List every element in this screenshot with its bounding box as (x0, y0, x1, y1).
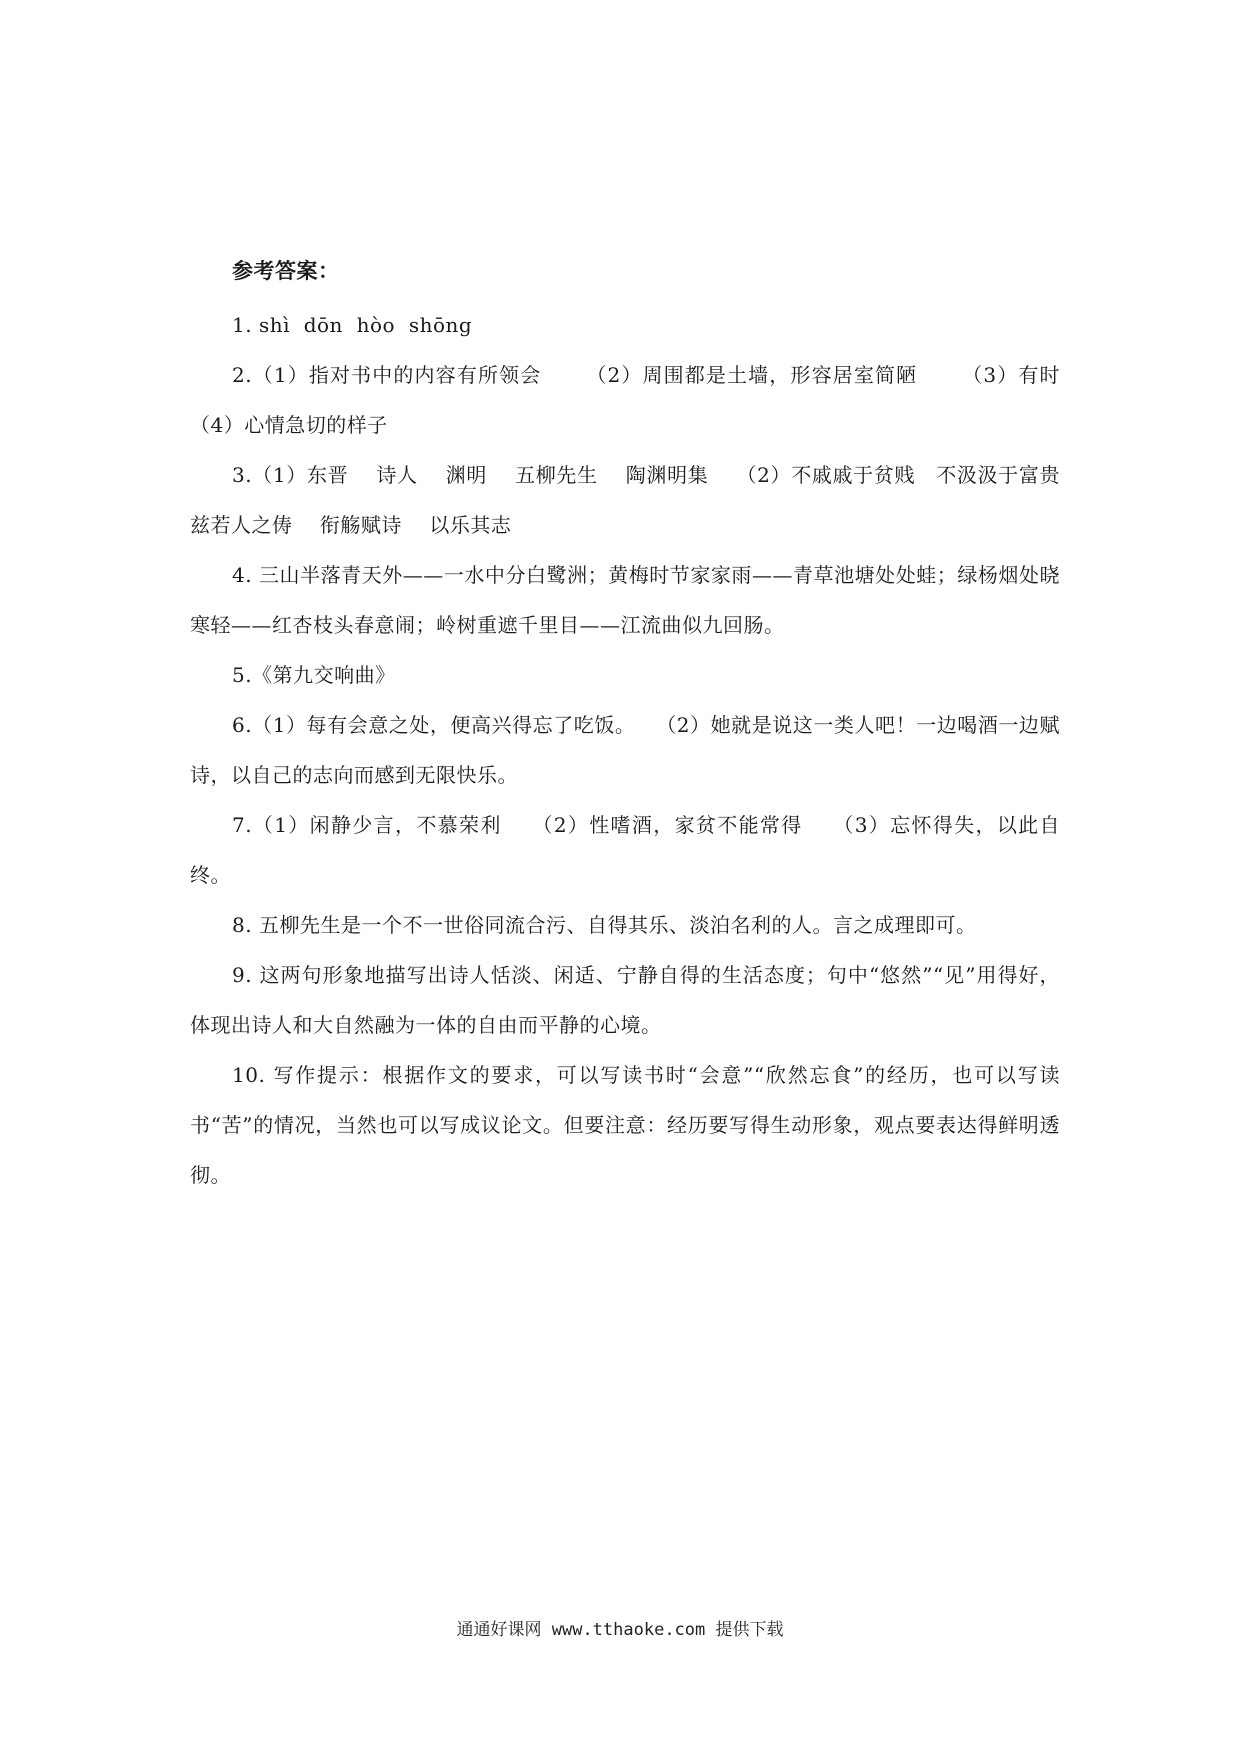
answer-item-5: 5.《第九交响曲》 (232, 663, 396, 687)
answer-item-10: 10. 写作提示：根据作文的要求，可以写读书时“会意”“欣然忘食”的经历，也可以写读书“苦”的情况，当然也可以写成议论文。但要注意：经历要写得生动形象，观点要表达得鲜明透彻。 (190, 1063, 1060, 1187)
answer-item-6: 6.（1）每有会意之处，便高兴得忘了吃饭。 （2）她就是说这一类人吧！一边喝酒一边赋诗，以自己的志向而感到无限快乐。 (190, 713, 1060, 787)
answer-section (190, 256, 1102, 1200)
answer-item-4: 4. 三山半落青天外——一水中分白鹭洲；黄梅时节家家雨——青草池塘处处蛙；绿杨烟处晓寒轻——红杏枝头春意闹；岭树重遮千里目——江流曲似九回肠。 (190, 563, 1060, 637)
answer-item-7: 7.（1）闲静少言，不慕荣利 （2）性嗜酒，家贫不能常得 （3）忘怀得失，以此自终。 (190, 813, 1060, 887)
answer-item-2: 2.（1）指对书中的内容有所领会 （2）周围都是土墙，形容居室简陋 （3）有时 （4）心情急切的样子 (190, 363, 1102, 437)
answer-item-1: 1. shì dōn hòo shōng (232, 313, 473, 337)
answer-item-3: 3.（1）东晋 诗人 渊明 五柳先生 陶渊明集 （2）不戚戚于贫贱 不汲汲于富贵 兹若人之俦 衔觞赋诗 以乐其志 (190, 463, 1088, 537)
answer-item-9: 9. 这两句形象地描写出诗人恬淡、闲适、宁静自得的生活态度；句中“悠然”“见”用得好，体现出诗人和大自然融为一体的自由而平静的心境。 (190, 963, 1060, 1037)
answer-heading: 参考答案： (232, 259, 340, 283)
answer-item-8: 8. 五柳先生是一个不一世俗同流合污、自得其乐、淡泊名利的人。言之成理即可。 (232, 913, 977, 937)
download-footer: 通通好课网 www.tthaoke.com 提供下载 (456, 1620, 784, 1640)
